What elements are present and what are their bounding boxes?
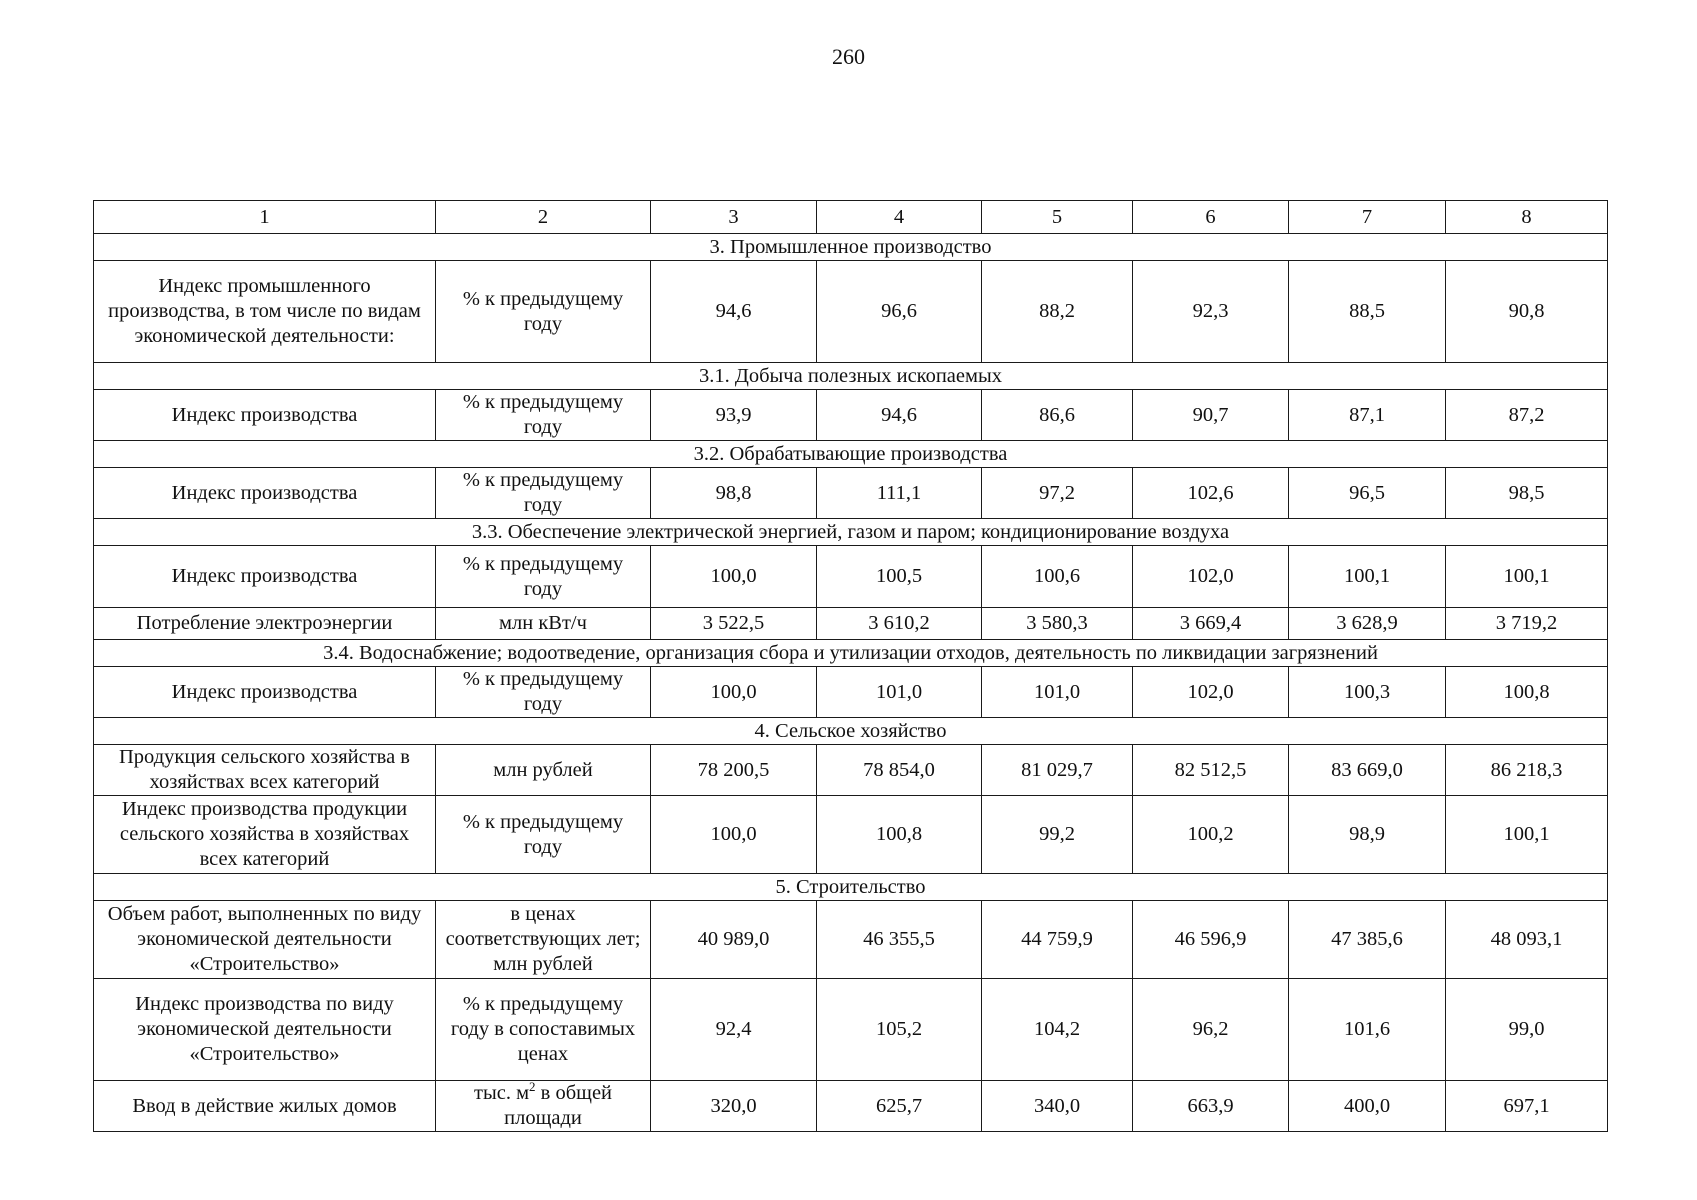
indicator-name: Индекс производства <box>94 546 436 608</box>
value-cell: 104,2 <box>982 979 1133 1081</box>
value-cell: 102,0 <box>1133 667 1289 718</box>
value-cell: 99,0 <box>1446 979 1608 1081</box>
value-cell: 44 759,9 <box>982 901 1133 979</box>
value-cell: 101,0 <box>982 667 1133 718</box>
section-row <box>94 441 1608 468</box>
unit-text-post: в общей площади <box>504 1082 613 1129</box>
value-cell: 100,2 <box>1133 796 1289 874</box>
value-cell: 100,1 <box>1446 546 1608 608</box>
indicator-name: Индекс производства <box>94 390 436 441</box>
value-cell: 97,2 <box>982 468 1133 519</box>
value-cell: 400,0 <box>1289 1081 1446 1132</box>
value-cell: 320,0 <box>651 1081 817 1132</box>
unit-cell <box>436 1081 651 1132</box>
table-row <box>94 608 1608 640</box>
value-cell: 100,1 <box>1289 546 1446 608</box>
value-cell: 102,0 <box>1133 546 1289 608</box>
value-cell: 81 029,7 <box>982 745 1133 796</box>
unit-cell: % к предыдущему году <box>436 468 651 519</box>
table-row <box>94 667 1608 718</box>
value-cell: 90,8 <box>1446 261 1608 363</box>
section-title: 5. Строительство <box>94 874 1608 901</box>
indicator-name: Индекс промышленного производства, в том числе по видам экономической деятельности: <box>94 261 436 363</box>
page-number: 260 <box>832 44 865 69</box>
value-cell: 98,9 <box>1289 796 1446 874</box>
value-cell: 100,0 <box>651 667 817 718</box>
table-row <box>94 1081 1608 1132</box>
value-cell: 100,0 <box>651 546 817 608</box>
table-row <box>94 261 1608 363</box>
value-cell: 111,1 <box>817 468 982 519</box>
value-cell: 47 385,6 <box>1289 901 1446 979</box>
column-number-header: 3 <box>651 201 817 234</box>
section-title: 3.4. Водоснабжение; водоотведение, организация сбора и утилизации отходов, деятельность по ликвидации загрязнений <box>94 640 1608 667</box>
value-cell: 101,0 <box>817 667 982 718</box>
section-row <box>94 519 1608 546</box>
column-number-header: 4 <box>817 201 982 234</box>
column-number-row <box>94 201 1608 234</box>
value-cell: 86 218,3 <box>1446 745 1608 796</box>
column-number-header: 6 <box>1133 201 1289 234</box>
value-cell: 697,1 <box>1446 1081 1608 1132</box>
table-row <box>94 979 1608 1081</box>
table-row <box>94 901 1608 979</box>
value-cell: 100,8 <box>1446 667 1608 718</box>
unit-cell: млн кВт/ч <box>436 608 651 640</box>
section-title: 3.2. Обрабатывающие производства <box>94 441 1608 468</box>
section-row <box>94 363 1608 390</box>
value-cell: 100,6 <box>982 546 1133 608</box>
value-cell: 3 669,4 <box>1133 608 1289 640</box>
unit-cell: % к предыдущему году <box>436 796 651 874</box>
value-cell: 46 596,9 <box>1133 901 1289 979</box>
indicator-name: Ввод в действие жилых домов <box>94 1081 436 1132</box>
column-number-header: 1 <box>94 201 436 234</box>
unit-cell: % к предыдущему году <box>436 261 651 363</box>
section-row <box>94 234 1608 261</box>
value-cell: 3 580,3 <box>982 608 1133 640</box>
column-number-header: 7 <box>1289 201 1446 234</box>
value-cell: 100,3 <box>1289 667 1446 718</box>
value-cell: 87,2 <box>1446 390 1608 441</box>
unit-cell: в ценах соответствующих лет; млн рублей <box>436 901 651 979</box>
value-cell: 83 669,0 <box>1289 745 1446 796</box>
value-cell: 93,9 <box>651 390 817 441</box>
unit-cell: % к предыдущему году <box>436 546 651 608</box>
value-cell: 100,0 <box>651 796 817 874</box>
value-cell: 96,6 <box>817 261 982 363</box>
value-cell: 86,6 <box>982 390 1133 441</box>
unit-cell: % к предыдущему году <box>436 667 651 718</box>
value-cell: 99,2 <box>982 796 1133 874</box>
value-cell: 94,6 <box>817 390 982 441</box>
section-title: 3. Промышленное производство <box>94 234 1608 261</box>
unit-cell: % к предыдущему году <box>436 390 651 441</box>
value-cell: 48 093,1 <box>1446 901 1608 979</box>
value-cell: 101,6 <box>1289 979 1446 1081</box>
value-cell: 92,4 <box>651 979 817 1081</box>
indicator-name: Потребление электроэнергии <box>94 608 436 640</box>
section-row <box>94 640 1608 667</box>
value-cell: 105,2 <box>817 979 982 1081</box>
unit-text-pre: тыс. м <box>473 1082 530 1104</box>
table-row <box>94 745 1608 796</box>
value-cell: 40 989,0 <box>651 901 817 979</box>
value-cell: 340,0 <box>982 1081 1133 1132</box>
unit-cell: млн рублей <box>436 745 651 796</box>
section-title: 3.3. Обеспечение электрической энергией, газом и паром; кондиционирование воздуха <box>94 519 1608 546</box>
value-cell: 94,6 <box>651 261 817 363</box>
indicator-name: Продукция сельского хозяйства в хозяйствах всех категорий <box>94 745 436 796</box>
indicator-name: Индекс производства по виду экономической деятельности «Строительство» <box>94 979 436 1081</box>
indicator-name: Объем работ, выполненных по виду экономической деятельности «Строительство» <box>94 901 436 979</box>
indicators-table <box>93 200 1608 1132</box>
column-number-header: 8 <box>1446 201 1608 234</box>
value-cell: 98,8 <box>651 468 817 519</box>
value-cell: 100,8 <box>817 796 982 874</box>
section-title: 3.1. Добыча полезных ископаемых <box>94 363 1608 390</box>
indicator-name: Индекс производства <box>94 667 436 718</box>
table-row <box>94 390 1608 441</box>
value-cell: 92,3 <box>1133 261 1289 363</box>
indicator-name: Индекс производства продукции сельского хозяйства в хозяйствах всех категорий <box>94 796 436 874</box>
value-cell: 3 522,5 <box>651 608 817 640</box>
value-cell: 90,7 <box>1133 390 1289 441</box>
value-cell: 100,5 <box>817 546 982 608</box>
value-cell: 3 610,2 <box>817 608 982 640</box>
indicator-name: Индекс производства <box>94 468 436 519</box>
value-cell: 78 200,5 <box>651 745 817 796</box>
value-cell: 96,2 <box>1133 979 1289 1081</box>
table-row <box>94 796 1608 874</box>
value-cell: 102,6 <box>1133 468 1289 519</box>
value-cell: 96,5 <box>1289 468 1446 519</box>
table-row <box>94 468 1608 519</box>
value-cell: 625,7 <box>817 1081 982 1132</box>
table-row <box>94 546 1608 608</box>
value-cell: 82 512,5 <box>1133 745 1289 796</box>
section-title: 4. Сельское хозяйство <box>94 718 1608 745</box>
value-cell: 100,1 <box>1446 796 1608 874</box>
value-cell: 78 854,0 <box>817 745 982 796</box>
value-cell: 3 628,9 <box>1289 608 1446 640</box>
column-number-header: 2 <box>436 201 651 234</box>
value-cell: 3 719,2 <box>1446 608 1608 640</box>
value-cell: 88,2 <box>982 261 1133 363</box>
value-cell: 98,5 <box>1446 468 1608 519</box>
value-cell: 46 355,5 <box>817 901 982 979</box>
unit-superscript: 2 <box>529 1080 536 1095</box>
value-cell: 87,1 <box>1289 390 1446 441</box>
unit-cell: % к предыдущему году в сопоставимых ценах <box>436 979 651 1081</box>
section-row <box>94 874 1608 901</box>
section-row <box>94 718 1608 745</box>
column-number-header: 5 <box>982 201 1133 234</box>
value-cell: 88,5 <box>1289 261 1446 363</box>
value-cell: 663,9 <box>1133 1081 1289 1132</box>
